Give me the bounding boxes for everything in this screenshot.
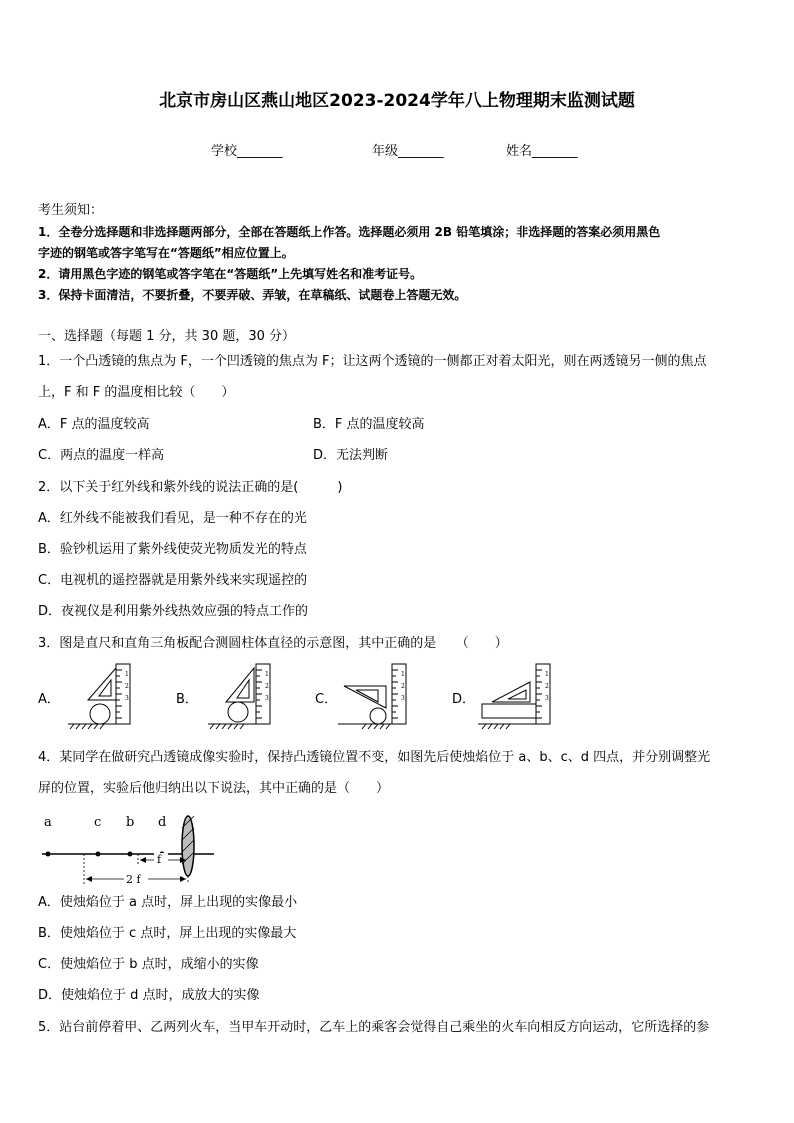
ruler-tick-label: 1 bbox=[125, 671, 129, 678]
option-a: A．使烛焰位于 a 点时，屏上出现的实像最小 bbox=[38, 895, 298, 910]
figure-option-a bbox=[64, 662, 136, 730]
option-a: A．F 点的温度较高 bbox=[38, 417, 150, 432]
point-b-marker bbox=[128, 852, 133, 857]
set-square bbox=[344, 686, 386, 708]
point-d-label: d bbox=[158, 815, 167, 830]
option-d: D．夜视仪是利用紫外线热效应强的特点工作的 bbox=[38, 604, 309, 619]
set-square bbox=[226, 668, 254, 702]
option-c-label: C． bbox=[315, 692, 338, 707]
point-c-label: c bbox=[94, 815, 102, 830]
ruler-tick-label: 2 bbox=[265, 683, 269, 690]
two-f-label: 2 f bbox=[126, 873, 141, 886]
point-a-label: a bbox=[44, 815, 52, 830]
question-stem: 上，F 和 F 的温度相比较（ ） bbox=[38, 385, 235, 400]
ruler-tick-label: 1 bbox=[545, 671, 549, 678]
question-stem: 4．某同学在做研究凸透镜成像实验时，保持凸透镜位置不变，如图先后使烛焰位于 a、b、c、d 四点，并分别调整光 bbox=[38, 750, 711, 765]
option-d: D．使烛焰位于 d 点时，成放大的实像 bbox=[38, 988, 260, 1003]
lens-diagram bbox=[36, 800, 216, 890]
point-c-marker bbox=[96, 852, 101, 857]
name-label: 姓名 bbox=[506, 144, 533, 159]
grade-field bbox=[372, 140, 444, 159]
option-b: B．使烛焰位于 c 点时，屏上出现的实像最大 bbox=[38, 926, 297, 941]
figure-option-c bbox=[334, 662, 412, 730]
option-c: C．电视机的遥控器就是用紫外线来实现遥控的 bbox=[38, 573, 308, 588]
cylinder bbox=[228, 702, 248, 722]
block bbox=[482, 704, 536, 718]
name-field bbox=[506, 140, 578, 159]
question-stem: 1．一个凸透镜的焦点为 F，一个凹透镜的焦点为 F；让这两个透镜的一侧都正对着太阳光，则在两透镜另一侧的焦点 bbox=[38, 354, 707, 369]
option-d-label: D． bbox=[452, 692, 476, 707]
school-field bbox=[211, 140, 283, 159]
question-stem: 2．以下关于红外线和紫外线的说法正确的是( ) bbox=[38, 480, 343, 495]
ruler-tick-label: 2 bbox=[545, 683, 549, 690]
point-b-label: b bbox=[126, 815, 135, 830]
grade-label: 年级 bbox=[372, 144, 399, 159]
set-square bbox=[88, 668, 116, 700]
ruler-tick-label: 3 bbox=[401, 695, 405, 702]
page-title: 北京市房山区燕山地区2023-2024学年八上物理期末监测试题 bbox=[159, 91, 635, 111]
figure-option-d bbox=[474, 662, 554, 730]
ruler-tick-label: 1 bbox=[265, 671, 269, 678]
ruler-tick-label: 1 bbox=[401, 671, 405, 678]
cylinder bbox=[90, 704, 110, 724]
school-blank: _______ bbox=[237, 144, 283, 159]
notice-item: 3．保持卡面清洁，不要折叠，不要弄破、弄皱，在草稿纸、试题卷上答题无效。 bbox=[38, 288, 467, 302]
ruler-tick-label: 3 bbox=[265, 695, 269, 702]
section-heading: 一、选择题（每题 1 分，共 30 题，30 分） bbox=[38, 329, 296, 344]
question-stem: 5．站台前停着甲、乙两列火车，当甲车开动时，乙车上的乘客会觉得自己乘坐的火车向相反方向运动，它所选择的参 bbox=[38, 1020, 710, 1035]
ruler-tick-label: 2 bbox=[401, 683, 405, 690]
name-blank: _______ bbox=[532, 144, 578, 159]
point-a-marker bbox=[46, 852, 51, 857]
ruler-tick-label: 3 bbox=[125, 695, 129, 702]
notice-item: 字迹的钢笔或答字笔写在“答题纸”相应位置上。 bbox=[38, 246, 294, 260]
option-b: B．F 点的温度较高 bbox=[313, 417, 425, 432]
option-a-label: A． bbox=[38, 692, 60, 707]
question-stem: 3．图是直尺和直角三角板配合测圆柱体直径的示意图，其中正确的是 （ ） bbox=[38, 636, 508, 651]
option-b: B．验钞机运用了紫外线使荧光物质发光的特点 bbox=[38, 542, 307, 557]
figure-option-b bbox=[204, 662, 276, 730]
option-a: A．红外线不能被我们看见，是一种不存在的光 bbox=[38, 511, 307, 526]
school-label: 学校 bbox=[211, 144, 238, 159]
question-stem: 屏的位置，实验后他归纳出以下说法，其中正确的是（ ） bbox=[38, 781, 390, 796]
notice-item: 2．请用黑色字迹的钢笔或答字笔在“答题纸”上先填写姓名和准考证号。 bbox=[38, 267, 423, 281]
grade-blank: _______ bbox=[398, 144, 444, 159]
option-d: D．无法判断 bbox=[313, 448, 389, 463]
option-c: C．使烛焰位于 b 点时，成缩小的实像 bbox=[38, 957, 259, 972]
option-b-label: B． bbox=[176, 692, 198, 707]
ruler-tick-label: 2 bbox=[125, 683, 129, 690]
cylinder bbox=[370, 708, 386, 724]
option-c: C．两点的温度一样高 bbox=[38, 448, 165, 463]
ruler-tick-label: 3 bbox=[545, 695, 549, 702]
notice-heading: 考生须知： bbox=[38, 203, 104, 218]
f-label: f bbox=[157, 853, 162, 866]
notice-item: 1．全卷分选择题和非选择题两部分，全部在答题纸上作答。选择题必须用 2B 铅笔填涂；非选择题的答案必须用黑色 bbox=[38, 225, 661, 239]
